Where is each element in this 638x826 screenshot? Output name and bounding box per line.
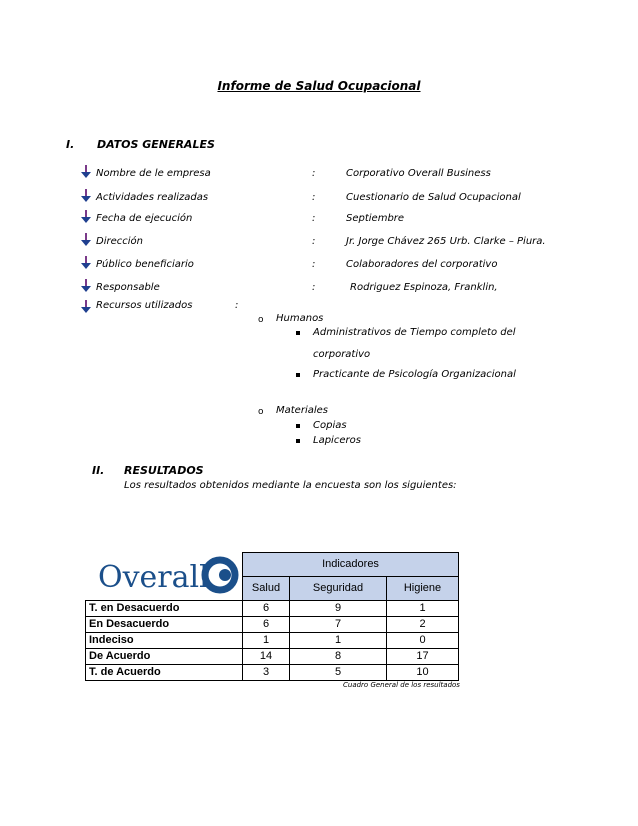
resource-item: Administrativos de Tiempo completo del [313,327,516,338]
table-row [86,632,459,648]
item-label: Actividades realizadas [96,192,209,203]
item-label: Recursos utilizados [96,300,193,311]
row-label: De Acuerdo [86,648,243,664]
row-label: T. de Acuerdo [86,664,243,680]
item-label: Fecha de ejecución [96,213,193,224]
section-2-heading: RESULTADOS [124,464,204,477]
item-value: Corporativo Overall Business [346,168,491,179]
cell-value: 5 [290,664,387,680]
square-bullet-icon [296,439,300,443]
resource-item: Copias [313,420,347,431]
cell-value: 9 [290,600,387,616]
arrow-bullet-icon [80,210,92,224]
item-value: Jr. Jorge Chávez 265 Urb. Clarke – Piura. [346,236,546,247]
arrow-bullet-icon [80,233,92,247]
cell-value: 1 [243,632,290,648]
table-caption: Cuadro General de los resultados [343,681,460,689]
item-value: Septiembre [346,213,405,224]
item-colon: : [312,168,316,179]
item-colon: : [312,282,316,293]
cell-value: 7 [290,616,387,632]
cell-value: 14 [243,648,290,664]
cell-value: 1 [387,600,459,616]
square-bullet-icon [296,331,300,335]
item-colon: : [312,259,316,270]
square-bullet-icon [296,373,300,377]
section-2-number: II. [92,464,105,477]
section-1-heading: DATOS GENERALES [97,138,215,151]
results-table [85,552,459,681]
table-row [86,600,459,616]
cell-value: 17 [387,648,459,664]
arrow-bullet-icon [80,256,92,270]
logo-cell [86,553,243,601]
circle-bullet-icon: o [258,315,264,325]
cell-value: 3 [243,664,290,680]
item-value: Colaboradores del corporativo [346,259,498,270]
table-row [86,648,459,664]
item-colon: : [312,236,316,247]
section-2-intro: Los resultados obtenidos mediante la encuesta son los siguientes: [124,480,457,491]
cell-value: 10 [387,664,459,680]
group-header: Indicadores [243,553,459,577]
row-label: En Desacuerdo [86,616,243,632]
circle-bullet-icon: o [258,407,264,417]
item-label: Público beneficiario [96,259,194,270]
resource-item: Practicante de Psicología Organizacional [313,369,516,380]
square-bullet-icon [296,424,300,428]
cell-value: 0 [387,632,459,648]
item-colon: : [312,192,316,203]
resource-item: Lapiceros [313,435,361,446]
item-colon: : [312,213,316,224]
arrow-bullet-icon [80,165,92,179]
item-value: Cuestionario de Salud Ocupacional [346,192,521,203]
column-header: Seguridad [290,576,387,600]
row-label: Indeciso [86,632,243,648]
cell-value: 2 [387,616,459,632]
cell-value: 8 [290,648,387,664]
cell-value: 6 [243,616,290,632]
item-label: Responsable [96,282,160,293]
table-row [86,616,459,632]
arrow-bullet-icon [80,189,92,203]
resource-group-label: Materiales [276,405,328,416]
document-title: Informe de Salud Ocupacional [217,79,421,93]
cell-value: 6 [243,600,290,616]
resource-item: corporativo [313,349,371,360]
resource-group-label: Humanos [276,313,324,324]
column-header: Salud [243,576,290,600]
item-colon: : [235,300,239,311]
section-1-number: I. [66,138,75,151]
column-header: Higiene [387,576,459,600]
arrow-bullet-icon [80,279,92,293]
row-label: T. en Desacuerdo [86,600,243,616]
logo-text: Overall [97,559,209,595]
table-row [86,664,459,680]
item-label: Nombre de le empresa [96,168,211,179]
cell-value: 1 [290,632,387,648]
overall-logo [86,553,242,597]
arrow-bullet-icon [80,300,92,314]
item-label: Dirección [96,236,143,247]
item-value: Rodriguez Espinoza, Franklin, [350,282,498,293]
